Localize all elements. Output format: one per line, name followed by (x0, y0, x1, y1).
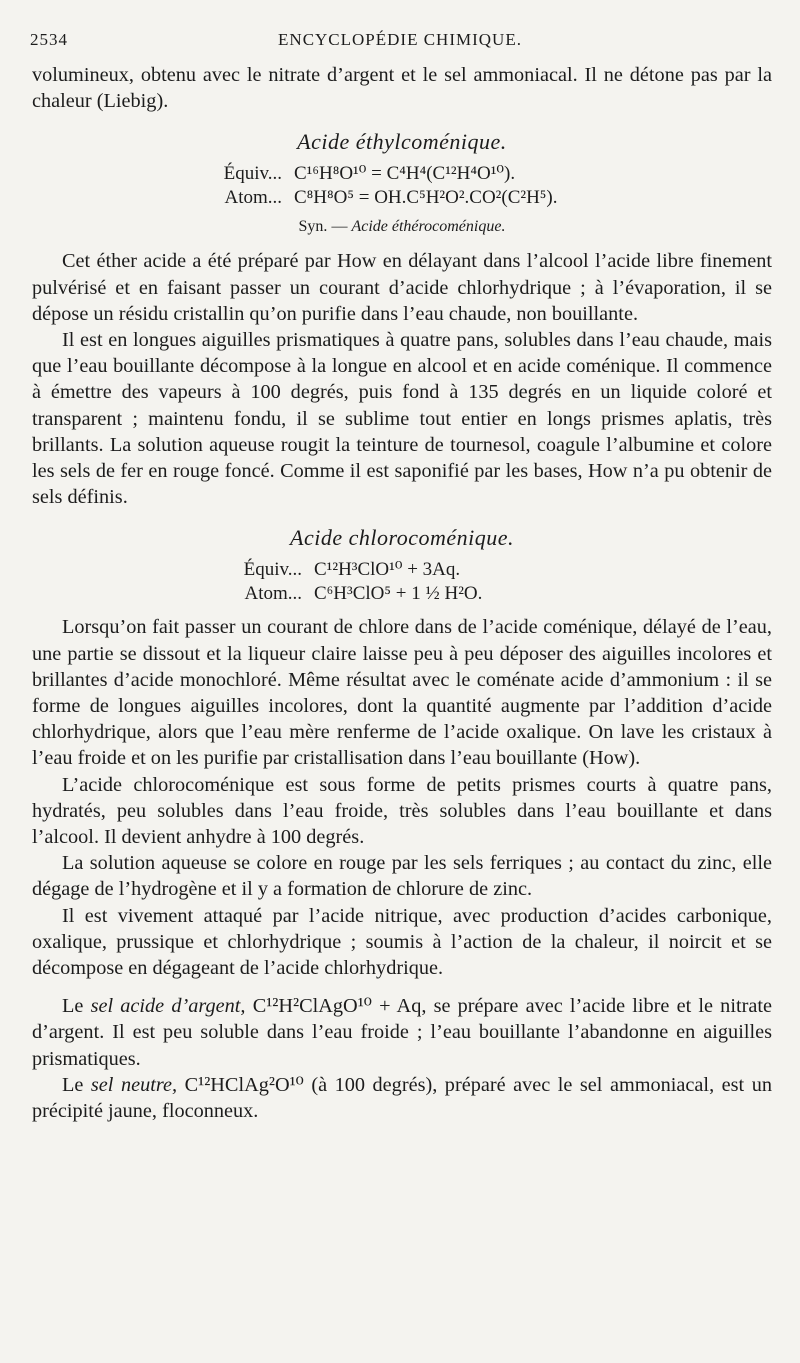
paragraph: Il est vivement attaqué par l’acide nitrique, avec production d’acides carbonique, oxalique, prussique et chlorhydrique ; soumis à l’action de la chaleur, il noircit et se décompose en dégageant de l’acide chlorhydrique. (32, 904, 772, 980)
formula-atom-value: C⁶H³ClO⁵ + 1 ½ H²O. (314, 583, 483, 605)
paragraph-sel-acide (32, 993, 772, 1072)
paragraph: L’acide chlorocoménique est sous forme de petits prismes courts à quatre pans, hydratés, peu solubles dans l’eau froide, très solubles dans l’eau bouillante et dans l’alcool. Il devient anhydre à 100 degrés. (32, 773, 772, 849)
formula-equiv-label: Équiv... (223, 163, 282, 185)
salt-name: sel acide d’argent, (90, 995, 246, 1018)
paragraph: Cet éther acide a été préparé par How en délayant dans l’alcool l’acide libre finement pulvérisé et en faisant passer un courant d’acide chlorhydrique ; à l’évaporation, il se dépose un résidu cristallin qu’on purifie dans l’eau chaude, non bouillante. (32, 250, 772, 325)
formula-equiv-value: C¹⁶H⁸O¹⁰ = C⁴H⁴(C¹²H⁴O¹⁰). (294, 163, 516, 185)
salt-text: C¹²HClAg²O¹⁰ (à 100 degrés), préparé avec le sel ammoniacal, est un précipité jaune, floconneux. (32, 1073, 772, 1123)
page-header (30, 30, 770, 60)
synonym-text: Acide éthérocoménique. (351, 218, 506, 236)
formula-atom-ethyl (210, 186, 772, 210)
paragraph: La solution aqueuse se colore en rouge par les sels ferriques ; au contact du zinc, elle dégage de l’hydrogène et il y a formation de chlorure de zinc. (32, 852, 772, 901)
formula-atom-label: Atom... (244, 583, 302, 605)
formula-equiv-ethyl (210, 162, 772, 186)
paragraph: Il est en longues aiguilles prismatiques à quatre pans, solubles dans l’eau chaude, mais que l’eau bouillante décompose à la longue en alcool et en acide coménique. Il commence à émettre des vapeurs à 100 degrés, puis fond à 135 degrés en un liquide coloré et transparent ; maintenu fondu, il se sublime tout entier en longs prismes aplatis, très brillants. La solution aqueuse rougit la teinture de tournesol, coagule l’albumine et colore les sels de fer en rouge foncé. Comme il est saponifié par les bases, How n’a pu obtenir de sels définis. (32, 329, 772, 509)
formula-equiv-chloro (230, 558, 772, 582)
formula-equiv-value: C¹²H³ClO¹⁰ + 3Aq. (314, 559, 461, 581)
intro-paragraph: volumineux, obtenu avec le nitrate d’argent et le sel ammoniacal. Il ne détone pas par la chaleur (Liebig). (32, 64, 772, 113)
salt-lead: Le (62, 995, 84, 1018)
formula-equiv-label: Équiv... (243, 559, 302, 581)
synonym-label: Syn. (298, 218, 328, 236)
paragraph: Lorsqu’on fait passer un courant de chlore dans de l’acide coménique, délayé de l’eau, une partie se dissout et la liqueur claire laisse peu à peu déposer des aiguilles incolores et brillantes d’acide monochloré. Même résultat avec le coménate acide d’ammonium : il se forme de longues aiguilles incolores, dont la quantité augmente par l’addition d’acide chlorhydrique, alors que l’eau mère renferme de l’acide oxalique. On lave les cristaux à l’eau froide et on les purifie par cristallisation dans l’eau bouillante (How). (32, 616, 772, 770)
formula-atom-chloro (230, 582, 772, 606)
page-body (32, 62, 772, 1124)
synonym-line (32, 216, 772, 238)
salt-name: sel neutre, (90, 1073, 178, 1096)
paragraph-sel-neutre (32, 1072, 772, 1124)
running-title: ENCYCLOPÉDIE CHIMIQUE. (278, 30, 522, 49)
salt-text: C¹²H²ClAgO¹⁰ + Aq, se prépare avec l’acide libre et le nitrate d’argent. Il est peu soluble dans l’eau froide ; l’eau bouillante l’abandonne en aiguilles prismatiques. (32, 995, 772, 1070)
section-title-chlorocomenique: Acide chlorocoménique. (290, 525, 514, 551)
page-number: 2534 (30, 30, 68, 49)
synonym-dash: — (331, 218, 348, 236)
salt-lead: Le (62, 1073, 84, 1096)
formula-atom-label: Atom... (224, 187, 282, 209)
formula-atom-value: C⁸H⁸O⁵ = OH.C⁵H²O².CO²(C²H⁵). (294, 187, 558, 209)
section-title-ethylcomenique: Acide éthylcoménique. (297, 129, 507, 155)
